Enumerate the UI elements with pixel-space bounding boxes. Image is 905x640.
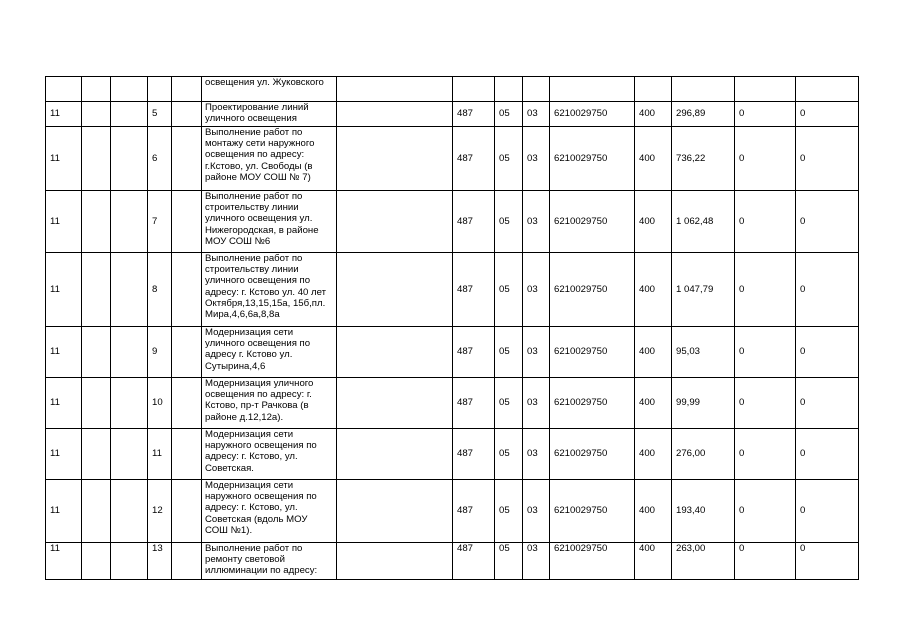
cell-c7: 487 bbox=[453, 102, 495, 127]
cell-c1: 11 bbox=[46, 378, 82, 429]
cell-c1: 11 bbox=[46, 191, 82, 253]
table-row bbox=[46, 480, 859, 543]
empty-cell bbox=[172, 327, 202, 378]
empty-cell bbox=[111, 127, 148, 191]
description-cell: Модернизация сети наружного освещения по адресу: г. Кстово, ул. Советская (вдоль МОУ СОШ №1). bbox=[202, 480, 337, 543]
cell-c11: 400 bbox=[635, 191, 672, 253]
cell-c7: 487 bbox=[453, 480, 495, 543]
cell-c10: 6210029750 bbox=[550, 127, 635, 191]
empty-cell bbox=[111, 327, 148, 378]
cell-c4: 9 bbox=[148, 327, 172, 378]
cell-c8: 05 bbox=[495, 253, 523, 327]
empty-cell bbox=[82, 429, 111, 480]
cell-c10: 6210029750 bbox=[550, 102, 635, 127]
cell-c8: 05 bbox=[495, 543, 523, 580]
cell-c14 bbox=[796, 77, 859, 102]
cell-c8: 05 bbox=[495, 127, 523, 191]
cell-c11: 400 bbox=[635, 480, 672, 543]
table-row bbox=[46, 127, 859, 191]
cell-c7: 487 bbox=[453, 253, 495, 327]
cell-c10: 6210029750 bbox=[550, 378, 635, 429]
table-row bbox=[46, 102, 859, 127]
description-cell: Выполнение работ по строительству линии уличного освещения ул. Нижегородская, в районе МОУ СОШ №6 bbox=[202, 191, 337, 253]
empty-cell bbox=[82, 77, 111, 102]
empty-cell bbox=[111, 378, 148, 429]
cell-c13 bbox=[735, 77, 796, 102]
cell-c13: 0 bbox=[735, 378, 796, 429]
cell-c12: 296,89 bbox=[672, 102, 735, 127]
cell-c13: 0 bbox=[735, 191, 796, 253]
cell-c1: 11 bbox=[46, 429, 82, 480]
cell-c13: 0 bbox=[735, 253, 796, 327]
table-row bbox=[46, 543, 859, 580]
cell-c13: 0 bbox=[735, 102, 796, 127]
cell-c7: 487 bbox=[453, 543, 495, 580]
cell-c14: 0 bbox=[796, 480, 859, 543]
empty-cell bbox=[172, 191, 202, 253]
empty-cell bbox=[111, 77, 148, 102]
cell-c12: 1 047,79 bbox=[672, 253, 735, 327]
table-row bbox=[46, 191, 859, 253]
cell-c7: 487 bbox=[453, 378, 495, 429]
empty-cell bbox=[337, 253, 453, 327]
cell-c10: 6210029750 bbox=[550, 429, 635, 480]
cell-c4: 5 bbox=[148, 102, 172, 127]
cell-c8: 05 bbox=[495, 378, 523, 429]
empty-cell bbox=[337, 77, 453, 102]
empty-cell bbox=[172, 253, 202, 327]
cell-c13: 0 bbox=[735, 429, 796, 480]
cell-c7 bbox=[453, 77, 495, 102]
cell-c14: 0 bbox=[796, 253, 859, 327]
cell-c9: 03 bbox=[523, 378, 550, 429]
table-row bbox=[46, 77, 859, 102]
empty-cell bbox=[337, 127, 453, 191]
cell-c12: 1 062,48 bbox=[672, 191, 735, 253]
cell-c7: 487 bbox=[453, 327, 495, 378]
empty-cell bbox=[172, 378, 202, 429]
cell-c14: 0 bbox=[796, 127, 859, 191]
cell-c8 bbox=[495, 77, 523, 102]
cell-c12: 193,40 bbox=[672, 480, 735, 543]
cell-c9: 03 bbox=[523, 543, 550, 580]
budget-table bbox=[45, 76, 859, 580]
cell-c4 bbox=[148, 77, 172, 102]
table-row bbox=[46, 429, 859, 480]
cell-c7: 487 bbox=[453, 429, 495, 480]
cell-c11: 400 bbox=[635, 543, 672, 580]
empty-cell bbox=[82, 127, 111, 191]
cell-c12: 263,00 bbox=[672, 543, 735, 580]
cell-c4: 13 bbox=[148, 543, 172, 580]
cell-c11: 400 bbox=[635, 253, 672, 327]
empty-cell bbox=[111, 429, 148, 480]
cell-c12: 736,22 bbox=[672, 127, 735, 191]
empty-cell bbox=[337, 191, 453, 253]
description-cell: Выполнение работ по строительству линии уличного освещения по адресу: г. Кстово ул. 40 лет Октября,13,15,15а, 15б,пл. Мира,4,6,6а,8,8а bbox=[202, 253, 337, 327]
empty-cell bbox=[111, 480, 148, 543]
cell-c9: 03 bbox=[523, 480, 550, 543]
cell-c8: 05 bbox=[495, 480, 523, 543]
cell-c14: 0 bbox=[796, 191, 859, 253]
cell-c11: 400 bbox=[635, 327, 672, 378]
cell-c13: 0 bbox=[735, 543, 796, 580]
description-cell: Проектирование линий уличного освещения bbox=[202, 102, 337, 127]
cell-c8: 05 bbox=[495, 327, 523, 378]
cell-c1: 11 bbox=[46, 327, 82, 378]
cell-c1: 11 bbox=[46, 543, 82, 580]
cell-c14: 0 bbox=[796, 543, 859, 580]
empty-cell bbox=[172, 480, 202, 543]
cell-c7: 487 bbox=[453, 191, 495, 253]
cell-c1: 11 bbox=[46, 480, 82, 543]
empty-cell bbox=[337, 327, 453, 378]
cell-c9: 03 bbox=[523, 127, 550, 191]
cell-c14: 0 bbox=[796, 429, 859, 480]
cell-c13: 0 bbox=[735, 480, 796, 543]
cell-c11: 400 bbox=[635, 378, 672, 429]
cell-c11: 400 bbox=[635, 127, 672, 191]
empty-cell bbox=[111, 253, 148, 327]
description-cell: Модернизация сети уличного освещения по адресу г. Кстово ул. Сутырина,4,6 bbox=[202, 327, 337, 378]
cell-c9: 03 bbox=[523, 253, 550, 327]
cell-c8: 05 bbox=[495, 429, 523, 480]
empty-cell bbox=[82, 480, 111, 543]
cell-c4: 12 bbox=[148, 480, 172, 543]
cell-c1: 11 bbox=[46, 102, 82, 127]
cell-c11 bbox=[635, 77, 672, 102]
empty-cell bbox=[172, 127, 202, 191]
cell-c10: 6210029750 bbox=[550, 480, 635, 543]
empty-cell bbox=[82, 378, 111, 429]
cell-c10: 6210029750 bbox=[550, 253, 635, 327]
cell-c10: 6210029750 bbox=[550, 327, 635, 378]
empty-cell bbox=[111, 102, 148, 127]
cell-c9: 03 bbox=[523, 102, 550, 127]
cell-c4: 11 bbox=[148, 429, 172, 480]
cell-c9: 03 bbox=[523, 191, 550, 253]
empty-cell bbox=[337, 378, 453, 429]
table-body bbox=[46, 77, 859, 580]
cell-c4: 8 bbox=[148, 253, 172, 327]
cell-c13: 0 bbox=[735, 127, 796, 191]
cell-c14: 0 bbox=[796, 327, 859, 378]
empty-cell bbox=[82, 253, 111, 327]
description-cell: Выполнение работ по ремонту световой иллюминации по адресу: bbox=[202, 543, 337, 580]
cell-c9 bbox=[523, 77, 550, 102]
cell-c10: 6210029750 bbox=[550, 191, 635, 253]
empty-cell bbox=[82, 102, 111, 127]
cell-c11: 400 bbox=[635, 429, 672, 480]
cell-c10 bbox=[550, 77, 635, 102]
empty-cell bbox=[111, 191, 148, 253]
table-row bbox=[46, 253, 859, 327]
description-cell: Выполнение работ по монтажу сети наружного освещения по адресу: г.Кстово, ул. Свободы (в районе МОУ СОШ № 7) bbox=[202, 127, 337, 191]
cell-c12 bbox=[672, 77, 735, 102]
empty-cell bbox=[172, 543, 202, 580]
table-row bbox=[46, 327, 859, 378]
cell-c14: 0 bbox=[796, 378, 859, 429]
cell-c1: 11 bbox=[46, 253, 82, 327]
cell-c11: 400 bbox=[635, 102, 672, 127]
cell-c9: 03 bbox=[523, 327, 550, 378]
cell-c12: 276,00 bbox=[672, 429, 735, 480]
cell-c1: 11 bbox=[46, 127, 82, 191]
cell-c8: 05 bbox=[495, 191, 523, 253]
cell-c4: 10 bbox=[148, 378, 172, 429]
cell-c9: 03 bbox=[523, 429, 550, 480]
description-cell: Модернизация сети наружного освещения по адресу: г. Кстово, ул. Советская. bbox=[202, 429, 337, 480]
cell-c12: 95,03 bbox=[672, 327, 735, 378]
empty-cell bbox=[82, 327, 111, 378]
cell-c7: 487 bbox=[453, 127, 495, 191]
empty-cell bbox=[337, 480, 453, 543]
cell-c12: 99,99 bbox=[672, 378, 735, 429]
cell-c13: 0 bbox=[735, 327, 796, 378]
cell-c8: 05 bbox=[495, 102, 523, 127]
table-row bbox=[46, 378, 859, 429]
empty-cell bbox=[337, 429, 453, 480]
cell-c4: 7 bbox=[148, 191, 172, 253]
cell-c1 bbox=[46, 77, 82, 102]
empty-cell bbox=[172, 77, 202, 102]
empty-cell bbox=[172, 429, 202, 480]
empty-cell bbox=[337, 543, 453, 580]
empty-cell bbox=[337, 102, 453, 127]
description-cell: Модернизация уличного освещения по адресу: г. Кстово, пр-т Рачкова (в районе д.12,12а). bbox=[202, 378, 337, 429]
empty-cell bbox=[172, 102, 202, 127]
empty-cell bbox=[82, 543, 111, 580]
empty-cell bbox=[111, 543, 148, 580]
description-cell: освещения ул. Жуковского bbox=[202, 77, 337, 102]
empty-cell bbox=[82, 191, 111, 253]
cell-c4: 6 bbox=[148, 127, 172, 191]
cell-c14: 0 bbox=[796, 102, 859, 127]
cell-c10: 6210029750 bbox=[550, 543, 635, 580]
